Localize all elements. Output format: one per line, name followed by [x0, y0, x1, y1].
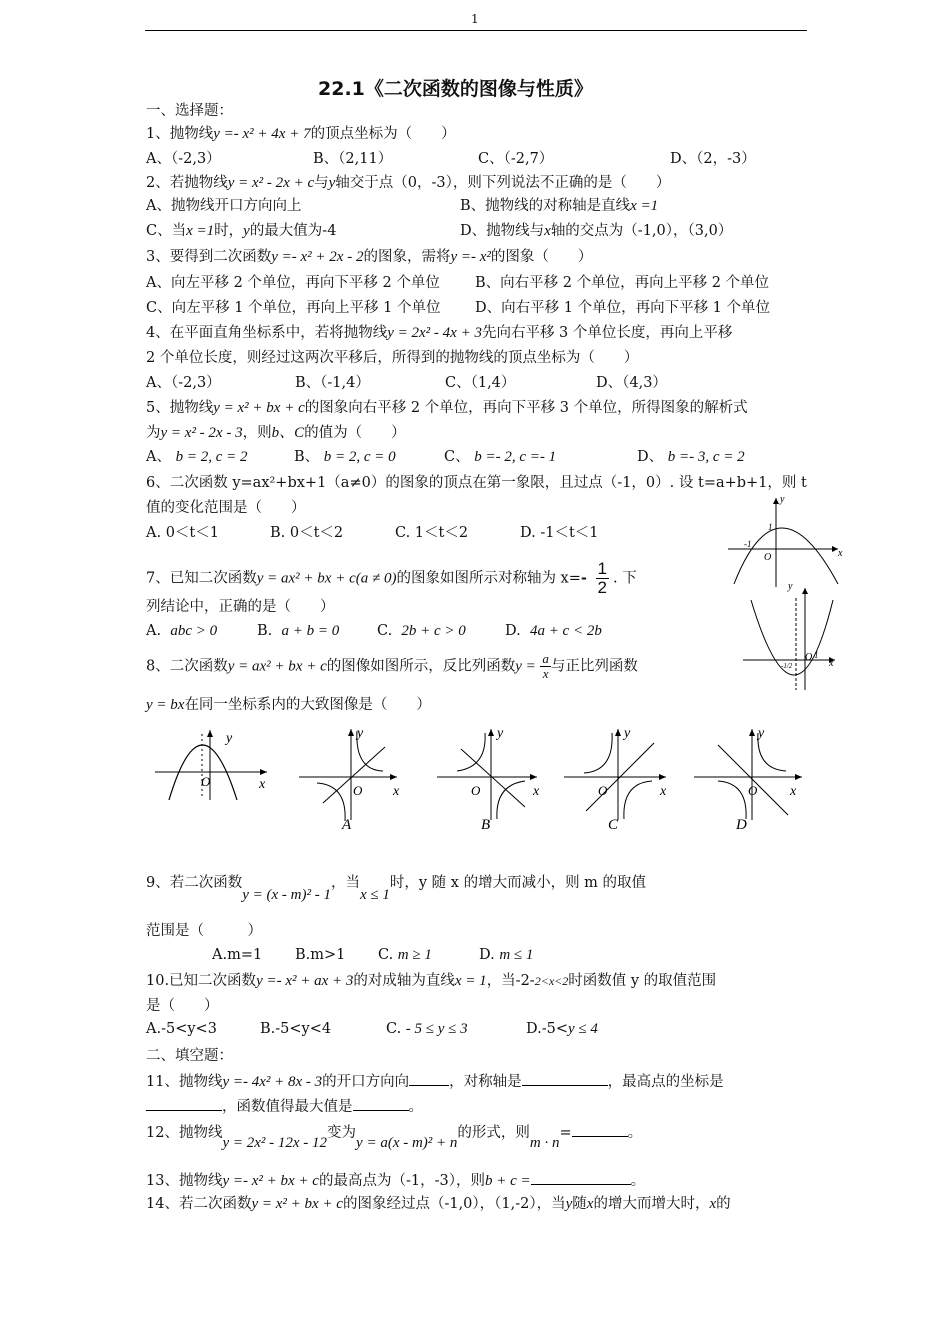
q12-blank[interactable]	[572, 1122, 628, 1137]
fig8-x-label: x	[259, 777, 266, 792]
q7-parabola-figure	[743, 580, 843, 690]
question-10: 10.已知二次函数y =- x² + ax + 3的对成轴为直线x = 1，当-2-2<x<2时函数值 y 的取值范围	[146, 973, 717, 989]
question-9-line2: 范围是（ ）	[146, 923, 262, 939]
q10-option-d: D.-5<y ≤ 4	[526, 1021, 598, 1037]
question-3: 3、要得到二次函数y =- x² + 2x - 2的图象，需将y =- x²的图象（ ）	[146, 249, 593, 265]
section-fill-heading: 二、填空题：	[146, 1048, 233, 1064]
q2-option-a: A、抛物线开口方向向上	[146, 198, 302, 214]
opt-a-label: A	[342, 817, 352, 833]
question-10-line2: 是（ ）	[146, 998, 219, 1014]
q2-option-c: C、当x =1时，y的最大值为-4	[146, 223, 337, 239]
opt-a-origin-label: O	[353, 783, 363, 798]
page-number: 1	[471, 12, 479, 26]
question-14: 14、若二次函数y = x² + bx + c的图象经过点（-1,0），（1,-2），当y随x的增大而增大时，x的	[146, 1196, 731, 1212]
question-11: 11、抛物线y =- 4x² + 8x - 3的开口方向向 ，对称轴是 ，最高点的坐标是	[146, 1071, 724, 1092]
fig7-x-label: x	[829, 658, 834, 669]
q2-option-d: D、抛物线与x轴的交点为（-1,0），（3,0）	[460, 223, 733, 239]
question-8: 8、二次函数y = ax² + bx + c的图像如图所示，反比列函数y = $\frac{a}{x}$ 与正比列函数	[146, 651, 638, 681]
fig6-origin-label: O	[764, 552, 772, 563]
q11-blank-axis[interactable]	[522, 1071, 608, 1086]
q4-option-b: B、（-1,4）	[295, 375, 370, 391]
opt-b-x-label: x	[533, 784, 540, 799]
q8-option-c-graph	[560, 725, 680, 833]
q4-option-a: A、（-2,3）	[146, 375, 221, 391]
question-1: 1、抛物线y =- x² + 4x + 7的顶点坐标为（ ）	[146, 126, 456, 142]
q1-option-c: C、（-2,7）	[478, 151, 554, 167]
q9-option-a: A.m=1	[212, 947, 263, 963]
q6-option-c: C. 1＜t＜2	[395, 525, 469, 541]
opt-c-y-label: y	[624, 726, 631, 741]
question-5: 5、抛物线y = x² + bx + c的图象向右平移 2 个单位，再向下平移 3 个单位，所得图象的解析式	[146, 400, 748, 416]
opt-a-y-label: y	[357, 726, 364, 741]
question-9: 9、若二次函数y = (x - m)² - 1，当x ≤ 1时，y 随 x 的增大而减小，则 m 的取值	[146, 875, 647, 903]
question-5-line2: 为y = x² - 2x - 3，则b、C的值为（ ）	[146, 425, 406, 441]
q7-option-b: B. a + b = 0	[257, 623, 340, 639]
fig6-neg1-label: -1	[744, 539, 752, 549]
q9-option-d: D. m ≤ 1	[479, 947, 534, 963]
q13-blank[interactable]	[531, 1170, 631, 1185]
opt-a-x-label: x	[393, 784, 400, 799]
opt-c-x-label: x	[660, 784, 667, 799]
q9-option-c: C. m ≥ 1	[378, 947, 432, 963]
fig8-origin-label: O	[201, 774, 211, 789]
question-8-line2: y = bx在同一坐标系内的大致图像是（ ）	[146, 697, 431, 713]
q9-option-b: B.m>1	[295, 947, 346, 963]
q8-option-d-graph	[690, 725, 810, 833]
header-rule	[145, 30, 807, 31]
opt-d-origin-label: O	[748, 783, 758, 798]
q6-option-d: D. -1＜t＜1	[520, 525, 599, 541]
question-12: 12、抛物线y = 2x² - 12x - 12变为y = a(x - m)² + n的形式，则m · n= 。	[146, 1122, 642, 1143]
opt-d-label: D	[736, 817, 747, 833]
q1-option-b: B、（2,11）	[313, 151, 393, 167]
q4-option-c: C、（1,4）	[445, 375, 516, 391]
opt-c-label: C	[608, 817, 619, 833]
q3-option-c: C、向左平移 1 个单位，再向上平移 1 个单位	[146, 300, 441, 316]
fig6-x-label: x	[838, 548, 843, 559]
q8-option-b-graph	[433, 725, 553, 833]
q5-option-b: B、 b = 2, c = 0	[294, 449, 396, 465]
opt-b-origin-label: O	[471, 783, 481, 798]
q1-option-a: A、（-2,3）	[146, 151, 221, 167]
q1-option-d: D、（2，-3）	[670, 151, 756, 167]
q5-option-d: D、 b =- 3, c = 2	[637, 449, 745, 465]
q2-option-b: B、抛物线的对称轴是直线x =1	[460, 198, 659, 214]
question-13: 13、抛物线y =- x² + bx + c的最高点为（-1，-3），则b + c = 。	[146, 1170, 645, 1191]
q7-option-d: D. 4a + c < 2b	[505, 623, 602, 639]
opt-b-label: B	[481, 817, 491, 833]
fig6-y-label: y	[780, 494, 785, 505]
question-7: 7、已知二次函数y = ax² + bx + c(a ≠ 0)的图象如图所示对称轴为 x=- $\frac{1}{2}$ . 下	[146, 559, 637, 597]
question-6-line2: 值的变化范围是（ ）	[146, 500, 306, 516]
opt-d-x-label: x	[790, 784, 797, 799]
q6-parabola-figure	[728, 492, 848, 587]
q6-option-a: A. 0＜t＜1	[146, 525, 219, 541]
q7-fraction: $\frac{1}{2}$	[597, 559, 607, 597]
q3-option-b: B、向右平移 2 个单位，再向上平移 2 个单位	[475, 275, 770, 291]
fig6-one-label: 1	[768, 522, 773, 532]
opt-b-y-label: y	[497, 726, 504, 741]
section-choice-heading: 一、选择题：	[146, 103, 233, 119]
opt-c-origin-label: O	[598, 783, 608, 798]
q11-blank-vertex[interactable]	[146, 1096, 222, 1111]
fig7-y-label: y	[788, 581, 793, 592]
question-6: 6、二次函数 y=ax²+bx+1（a≠0）的图象的顶点在第一象限，且过点（-1，0）. 设 t=a+b+1，则 t	[146, 475, 807, 491]
q3-option-a: A、向左平移 2 个单位，再向下平移 2 个单位	[146, 275, 440, 291]
fig7-origin-label: O	[805, 652, 813, 663]
q8-fraction: $\frac{a}{x}$	[542, 651, 549, 681]
q11-blank-max[interactable]	[353, 1096, 409, 1111]
q5-option-c: C、 b =- 2, c =- 1	[444, 449, 557, 465]
q4-option-d: D、（4,3）	[596, 375, 667, 391]
q10-option-a: A.-5<y<3	[146, 1021, 217, 1037]
q3-option-d: D、向右平移 1 个单位，再向下平移 1 个单位	[475, 300, 771, 316]
question-2: 2、若抛物线y = x² - 2x + c与y轴交于点（0，-3），则下列说法不正确的是（ ）	[146, 175, 671, 191]
q11-blank-direction[interactable]	[409, 1071, 449, 1086]
q10-option-c: C. - 5 ≤ y ≤ 3	[386, 1021, 468, 1037]
q5-option-a: A、 b = 2, c = 2	[146, 449, 248, 465]
fig8-y-label: y	[226, 731, 233, 746]
fig7-one-label: 1	[814, 650, 819, 660]
question-4-line2: 2 个单位长度，则经过这两次平移后，所得到的抛物线的顶点坐标为（ ）	[146, 350, 639, 366]
q8-parabola-figure	[155, 730, 275, 800]
question-4: 4、在平面直角坐标系中，若将抛物线y = 2x² - 4x + 3先向右平移 3 个单位长度，再向上平移	[146, 325, 733, 341]
q6-option-b: B. 0＜t＜2	[270, 525, 344, 541]
q7-option-c: C. 2b + c > 0	[377, 623, 466, 639]
q8-option-a-graph	[295, 725, 415, 833]
q7-option-a: A. abc > 0	[146, 623, 218, 639]
question-7-line2: 列结论中，正确的是（ ）	[146, 599, 335, 615]
q10-option-b: B.-5<y<4	[260, 1021, 332, 1037]
question-11-line2: ，函数值得最大值是 。	[146, 1096, 423, 1117]
opt-d-y-label: y	[758, 726, 765, 741]
fig7-half-label: -1/2	[781, 662, 793, 670]
page-title: 22.1《二次函数的图像与性质》	[318, 78, 593, 100]
